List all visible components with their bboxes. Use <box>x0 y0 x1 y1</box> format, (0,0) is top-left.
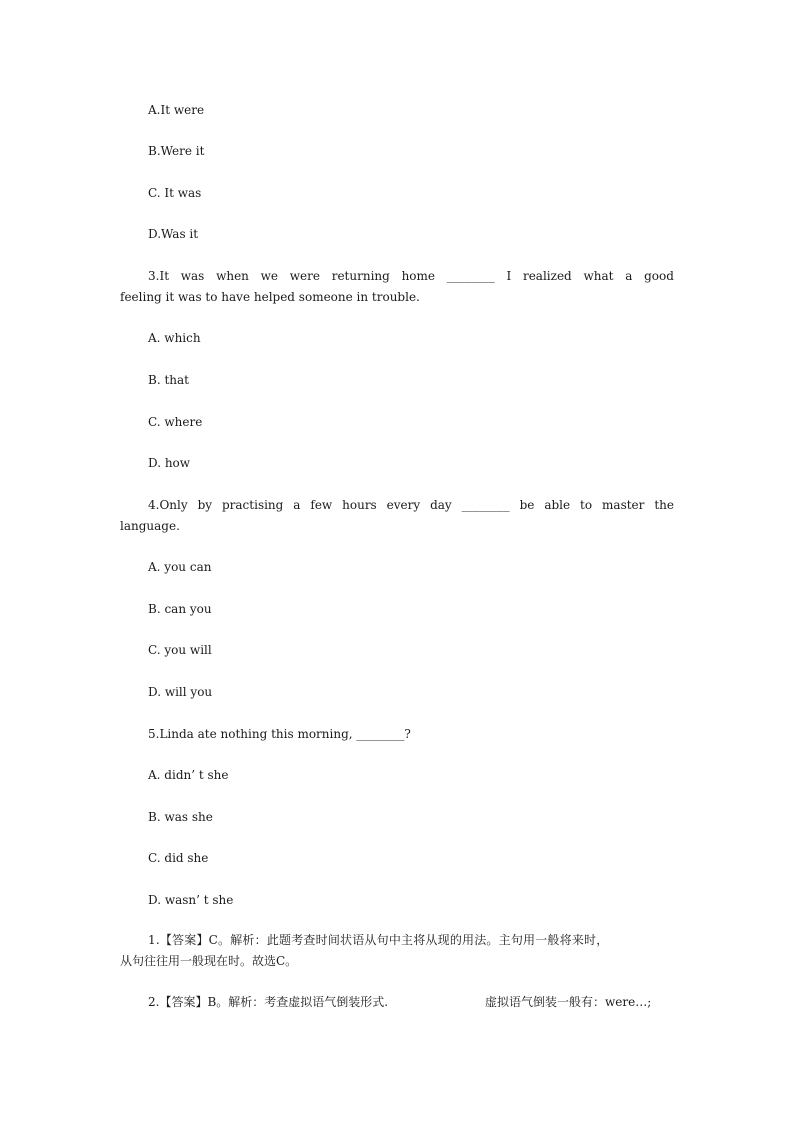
q3-option-c: C. where <box>148 415 203 429</box>
answer-1-line1: 1.【答案】C。解析：此题考查时间状语从句中主将从现的用法。主句用一般将来时， <box>148 933 609 947</box>
q4-word: the <box>654 498 674 512</box>
q4-word: be <box>519 498 535 512</box>
q4-word: to <box>580 498 593 512</box>
q4-word: by <box>197 498 213 512</box>
q4-word: day <box>430 498 452 512</box>
q5-option-a: A. didn’ t she <box>148 768 229 782</box>
q4-option-c: C. you will <box>148 643 212 657</box>
q4-word: few <box>310 498 333 512</box>
q5-option-c: C. did she <box>148 851 209 865</box>
q3-option-a: A. which <box>148 331 201 345</box>
q4-option-b: B. can you <box>148 602 212 616</box>
q4-word: able <box>544 498 571 512</box>
q3-word: what <box>583 269 614 283</box>
q3-word: when <box>216 269 249 283</box>
q4-option-a: A. you can <box>148 560 212 574</box>
q5-option-b: B. was she <box>148 810 213 824</box>
q4-stem-line1 <box>148 498 674 512</box>
q3-option-d: D. how <box>148 456 191 470</box>
q3-word: we <box>260 269 279 283</box>
q3-word: a <box>625 269 633 283</box>
q3-word: good <box>644 269 674 283</box>
answer-2-line1-right: 虚拟语气倒装一般有：were…; <box>485 995 652 1009</box>
answer-2-line1-left: 2.【答案】B。解析：考查虚拟语气倒装形式. <box>148 995 389 1009</box>
q4-word: hours <box>342 498 377 512</box>
q3-word: 3.It <box>148 269 170 283</box>
q2-option-d: D.Was it <box>148 227 199 241</box>
q3-blank: ________ <box>446 269 495 283</box>
q3-option-b: B. that <box>148 373 189 387</box>
q3-word: I <box>506 269 512 283</box>
q3-word: returning <box>331 269 390 283</box>
q4-blank: ________ <box>461 498 510 512</box>
q4-option-d: D. will you <box>148 685 213 699</box>
q3-word: was <box>180 269 205 283</box>
answer-1-line2: 从句往往用一般现在时。故选C。 <box>120 954 298 968</box>
q4-word: master <box>602 498 645 512</box>
q3-word: were <box>289 269 320 283</box>
q4-word: practising <box>221 498 284 512</box>
q3-stem-line2: feeling it was to have helped someone in trouble. <box>120 290 420 304</box>
q2-option-a: A.It were <box>148 103 205 117</box>
q2-option-b: B.Were it <box>148 144 205 158</box>
q5-option-d: D. wasn’ t she <box>148 893 234 907</box>
q5-stem: 5.Linda ate nothing this morning, ________? <box>148 727 411 741</box>
q4-word: every <box>386 498 421 512</box>
q4-stem-line2: language. <box>120 519 180 533</box>
q3-word: realized <box>522 269 572 283</box>
q4-word: a <box>293 498 301 512</box>
q2-option-c: C. It was <box>148 186 202 200</box>
q3-stem-line1 <box>148 269 674 283</box>
q4-word: 4.Only <box>148 498 188 512</box>
q3-word: home <box>401 269 435 283</box>
